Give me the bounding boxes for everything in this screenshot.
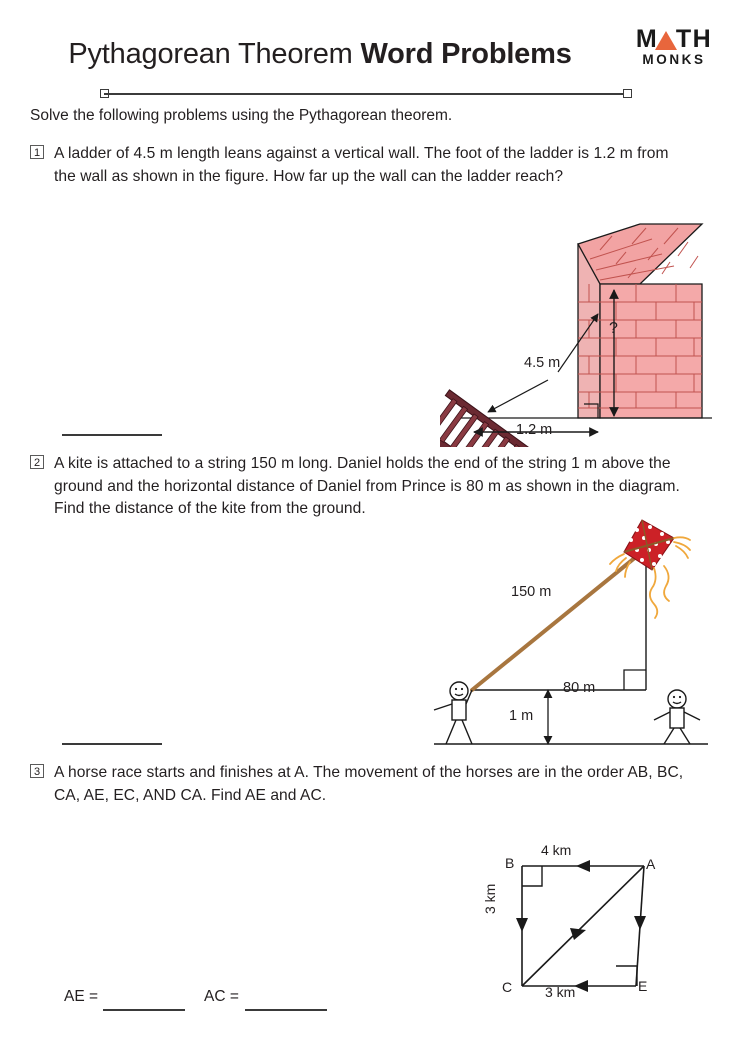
vertex-label-A: A	[646, 856, 656, 872]
figure-ladder-wall	[440, 222, 712, 447]
math-monks-logo	[626, 26, 722, 72]
figure-kite-diagram	[428, 512, 710, 757]
problem-2-text: A kite is attached to a string 150 m long. Daniel holds the end of the string 1 m above the ground and the horizontal distance of Daniel from Prince is 80 m as shown in the diagram. Find the distance of the kite from the ground.	[54, 455, 680, 517]
problem-1-text: A ladder of 4.5 m length leans against a vertical wall. The foot of the ladder is 1.2 m from the wall as shown in the figure. How far up the wall can the ladder reach?	[54, 145, 669, 185]
vertex-label-E: E	[638, 978, 648, 994]
right-angle-at-E	[616, 966, 637, 986]
logo-triangle-icon	[655, 31, 677, 50]
label-unknown-height: ?	[609, 320, 618, 337]
answer-line-problem-2[interactable]	[62, 743, 162, 745]
logo-letter-m: M	[635, 25, 659, 53]
title-divider	[100, 89, 632, 98]
ac-answer-blank[interactable]	[245, 1009, 327, 1011]
label-side-AB: 4 km	[541, 842, 572, 858]
right-angle-mark	[624, 670, 646, 690]
answer-line-problem-1[interactable]	[62, 434, 162, 436]
label-string-length: 150 m	[511, 584, 552, 600]
page-title-bold: Word Problems	[360, 38, 572, 70]
logo-wordmark-monks: MONKS	[642, 52, 706, 67]
answer-fields	[64, 988, 394, 1018]
kite-string	[472, 552, 642, 690]
problem-1-number: 1	[30, 145, 44, 159]
vertex-label-B: B	[505, 855, 515, 871]
edge-CA	[522, 866, 644, 986]
page-title	[0, 38, 640, 71]
kite-diagram-svg	[428, 512, 710, 757]
logo-letters-th: TH	[675, 25, 713, 53]
label-hand-height: 1 m	[509, 708, 534, 724]
figure-race-course	[478, 838, 673, 1013]
problem-3-text: A horse race starts and finishes at A. The movement of the horses are in the order AB, BC, CA, AE, EC, AND CA. Find AE and AC.	[54, 764, 684, 804]
ladder-wall-svg	[440, 222, 712, 447]
instruction-text: Solve the following problems using the Pythagorean theorem.	[30, 107, 453, 124]
label-ladder-length: 4.5 m	[524, 355, 561, 371]
leader-45m-lower	[488, 380, 548, 412]
label-side-BC: 3 km	[482, 883, 498, 914]
problem-3-number: 3	[30, 764, 44, 778]
brick-wall	[578, 224, 702, 418]
right-angle-at-B	[522, 866, 542, 886]
label-horizontal-distance: 80 m	[563, 680, 596, 696]
label-base-distance: 1.2 m	[516, 422, 553, 438]
ae-answer-label: AE =	[64, 988, 99, 1005]
problem-2-number: 2	[30, 455, 44, 469]
logo-wordmark-math	[626, 26, 722, 52]
stick-figure-left	[434, 682, 472, 744]
ae-answer-blank[interactable]	[103, 1009, 185, 1011]
label-side-EC: 3 km	[545, 984, 576, 1000]
vertex-label-C: C	[502, 979, 513, 995]
divider-line	[104, 93, 628, 95]
ac-answer-label: AC =	[204, 988, 239, 1005]
page-header	[0, 0, 742, 110]
page-title-normal: Pythagorean Theorem	[68, 38, 361, 70]
divider-end-cap-right	[623, 89, 632, 98]
stick-figure-right	[654, 690, 700, 744]
